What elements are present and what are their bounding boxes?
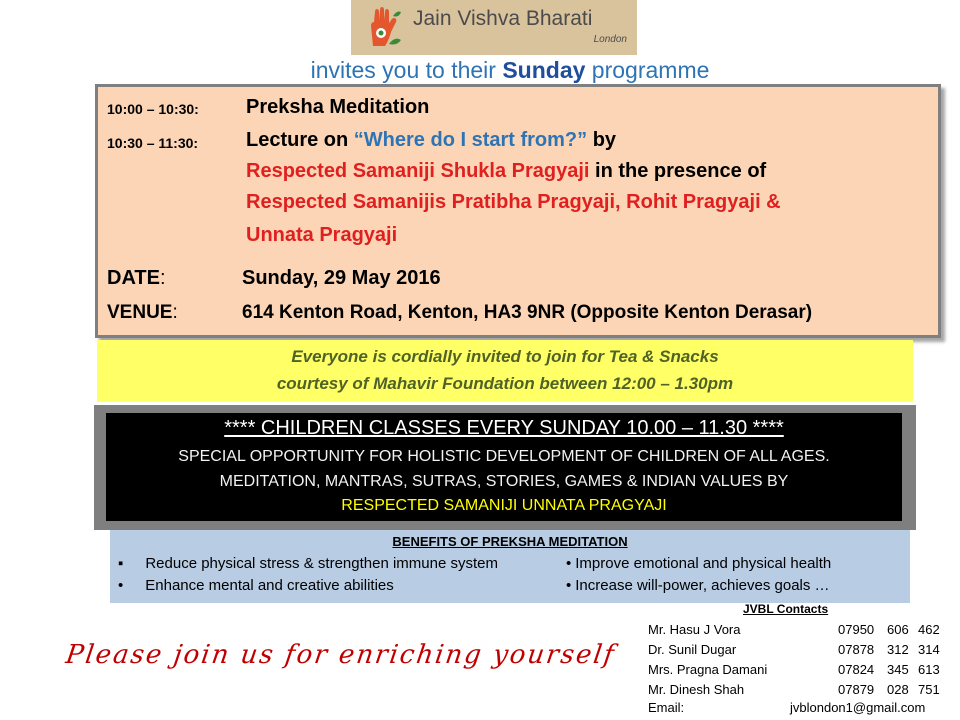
contact-phone-part: 345 (887, 662, 909, 677)
lecture-prefix: Lecture on (246, 129, 354, 151)
contact-phone-part: 751 (918, 682, 940, 697)
lecture-suffix: by (587, 129, 617, 151)
benefit-text: Enhance mental and creative abilities (145, 577, 394, 594)
invite-day: Sunday (502, 57, 586, 83)
schedule-box (95, 84, 941, 338)
other-speakers-line-2: Unnata Pragyaji (246, 224, 398, 246)
contact-phone-part: 613 (918, 662, 940, 677)
contact-email[interactable]: jvblondon1@gmail.com (790, 700, 926, 715)
invite-text-before: invites you to their (310, 57, 503, 83)
contact-phone-part: 07878 (838, 642, 875, 657)
tea-line-2: courtesy of Mahavir Foundation between 12:00 – 1.30pm (276, 374, 734, 393)
main-speaker: Respected Samaniji Shukla Pragyaji (246, 160, 590, 182)
tea-invitation-box (97, 340, 913, 402)
event-venue: 614 Kenton Road, Kenton, HA3 9NR (Opposite Kenton Derasar) (242, 302, 813, 323)
children-classes-panel (106, 413, 902, 521)
contact-phone-part: 07950 (838, 622, 875, 637)
organization-logo (351, 0, 637, 55)
benefit-text: Increase will-power, achieves goals … (575, 577, 830, 594)
contact-phone-part: 606 (887, 622, 909, 637)
organization-branch: London (593, 34, 627, 45)
benefits-box (110, 530, 910, 603)
benefit-item (118, 577, 394, 594)
date-label-text: DATE (107, 267, 160, 289)
bullet-icon: • (566, 577, 572, 594)
email-label: Email: (648, 700, 685, 715)
contact-name: Mrs. Pragna Damani (648, 662, 768, 677)
invitation-line (0, 57, 960, 84)
other-speakers-line-1: Respected Samanijis Pratibha Pragyaji, Rohit Pragyaji & (246, 191, 781, 213)
benefit-text: Improve emotional and physical health (575, 555, 832, 572)
hand-palm-logo-icon (359, 6, 403, 50)
event-date: Sunday, 29 May 2016 (242, 267, 441, 289)
venue-separator: : (172, 302, 178, 323)
contact-name: Dr. Sunil Dugar (648, 642, 737, 657)
benefit-item (118, 555, 498, 572)
tea-line-1: Everyone is cordially invited to join for Tea & Snacks (291, 347, 719, 366)
children-classes-teacher: RESPECTED SAMANIJI UNNATA PRAGYAJI (341, 497, 667, 514)
presence-text: in the presence of (589, 160, 767, 182)
contact-phone-part: 312 (887, 642, 909, 657)
benefits-title: BENEFITS OF PREKSHA MEDITATION (392, 534, 628, 549)
schedule-title-2 (246, 129, 616, 152)
benefit-item (566, 577, 830, 594)
tagline: Please join us for enriching yourself (63, 640, 618, 670)
date-label (107, 267, 166, 290)
children-classes-line-1: SPECIAL OPPORTUNITY FOR HOLISTIC DEVELOPMENT OF CHILDREN OF ALL AGES. (178, 448, 830, 465)
bullet-icon: • (566, 555, 572, 572)
benefit-item (566, 555, 831, 572)
bullet-icon: • (118, 577, 124, 594)
bullet-icon: ▪ (118, 555, 124, 572)
benefit-text: Reduce physical stress & strengthen immune system (145, 555, 498, 572)
schedule-time-1: 10:00 – 10:30: (107, 101, 199, 117)
contact-name: Mr. Dinesh Shah (648, 682, 745, 697)
contact-phone-part: 028 (887, 682, 909, 697)
contact-name: Mr. Hasu J Vora (648, 622, 741, 637)
organization-name: Jain Vishva Bharati (413, 7, 593, 30)
speaker-line (246, 160, 766, 183)
lecture-topic: “Where do I start from?” (353, 129, 588, 151)
children-classes-line-2: MEDITATION, MANTRAS, SUTRAS, STORIES, GAMES & INDIAN VALUES BY (219, 473, 789, 490)
venue-label (107, 302, 178, 324)
contact-phone-part: 314 (918, 642, 940, 657)
contact-phone-part: 07824 (838, 662, 875, 677)
contacts-title: JVBL Contacts (743, 602, 829, 616)
schedule-title-1: Preksha Meditation (246, 96, 430, 118)
venue-label-text: VENUE (107, 302, 173, 323)
children-classes-title: **** CHILDREN CLASSES EVERY SUNDAY 10.00 – 11.30 **** (224, 417, 784, 439)
contact-phone-part: 07879 (838, 682, 875, 697)
schedule-time-2: 10:30 – 11:30: (107, 135, 199, 151)
date-separator: : (159, 267, 166, 289)
children-classes-box (94, 405, 916, 530)
contact-phone-part: 462 (918, 622, 940, 637)
invite-text-after: programme (585, 57, 710, 83)
